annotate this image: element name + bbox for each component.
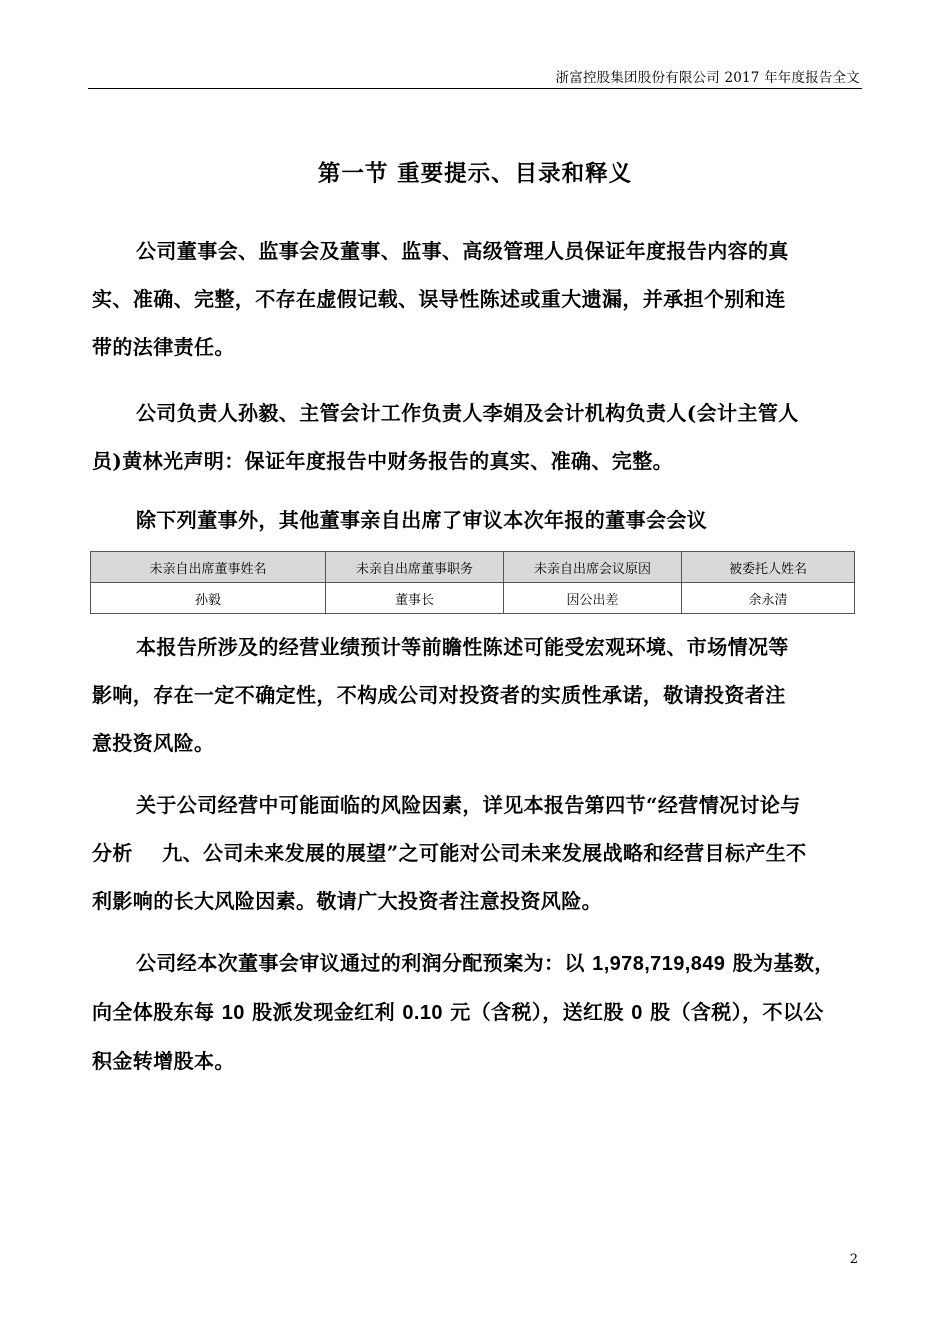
cash-dividend-number: 0.10 — [402, 1002, 443, 1024]
paragraph-line: 员)黄林光声明：保证年度报告中财务报告的真实、准确、完整。 — [92, 449, 674, 473]
paragraph-line: 意投资风险。 — [92, 731, 215, 755]
text-run: 股派发现金红利 — [244, 1000, 403, 1024]
paragraph-profit-distribution — [92, 939, 860, 1085]
text-run: 元（含税），送红股 — [442, 1000, 632, 1024]
paragraph-line: 公司负责人孙毅、主管会计工作负责人李娟及会计机构负责人(会计主管人 — [136, 401, 799, 425]
table-header-cell: 未亲自出席董事职务 — [326, 552, 504, 583]
paragraph-line: 关于公司经营中可能面临的风险因素，详见本报告第四节“经营情况讨论与 — [136, 793, 801, 817]
table-header-cell: 未亲自出席会议原因 — [504, 552, 682, 583]
table-header-cell: 被委托人姓名 — [682, 552, 855, 583]
text-run: 公司经本次董事会审议通过的利润分配预案为：以 — [136, 951, 593, 975]
paragraph-responsible-statement — [92, 389, 860, 485]
paragraph-risk-factors — [92, 781, 860, 925]
paragraph-line: 带的法律责任。 — [92, 335, 235, 359]
table-header-row — [91, 552, 855, 583]
paragraph-line: 除下列董事外，其他董事亲自出席了审议本次年报的董事会会议 — [136, 508, 708, 532]
paragraph-line — [92, 988, 860, 1037]
header-title: 浙富控股集团股份有限公司 2017 年年度报告全文 — [555, 70, 860, 86]
paragraph-forward-looking — [92, 623, 860, 767]
text-run: 股（含税），不以公 — [642, 1000, 824, 1024]
paragraph-line: 影响，存在一定不确定性，不构成公司对投资者的实质性承诺，敬请投资者注 — [92, 683, 786, 707]
table-cell: 余永清 — [682, 583, 855, 614]
table-row — [91, 583, 855, 614]
paragraph-line: 利影响的长大风险因素。敬请广大投资者注意投资风险。 — [92, 889, 602, 913]
paragraph-line: 本报告所涉及的经营业绩预计等前瞻性陈述可能受宏观环境、市场情况等 — [136, 635, 789, 659]
page-number: 2 — [849, 1252, 858, 1267]
paragraph-board-guarantee — [92, 227, 860, 371]
text-run: 向全体股东每 — [92, 1000, 222, 1024]
share-base-number: 1,978,719,849 — [592, 953, 726, 975]
section-title: 第一节 重要提示、目录和释义 — [317, 161, 633, 187]
paragraph-line: 实、准确、完整，不存在虚假记载、误导性陈述或重大遗漏，并承担个别和连 — [92, 287, 786, 311]
bonus-shares-number: 0 — [631, 1002, 643, 1024]
paragraph-line: 公司董事会、监事会及董事、监事、高级管理人员保证年度报告内容的真 — [136, 239, 789, 263]
table-cell: 孙毅 — [91, 583, 326, 614]
paragraph-absent-directors — [92, 496, 860, 544]
table-cell: 因公出差 — [504, 583, 682, 614]
table-cell: 董事长 — [326, 583, 504, 614]
per-shares-number: 10 — [221, 1002, 245, 1024]
paragraph-line — [92, 939, 860, 988]
paragraph-line: 积金转增股本。 — [92, 1049, 235, 1073]
absent-directors-table — [90, 551, 855, 614]
paragraph-line: 分析 九、公司未来发展的展望”之可能对公司未来发展战略和经营目标产生不 — [92, 841, 807, 865]
text-run: 股为基数， — [725, 951, 835, 975]
header-rule — [88, 88, 862, 89]
table-header-cell: 未亲自出席董事姓名 — [91, 552, 326, 583]
